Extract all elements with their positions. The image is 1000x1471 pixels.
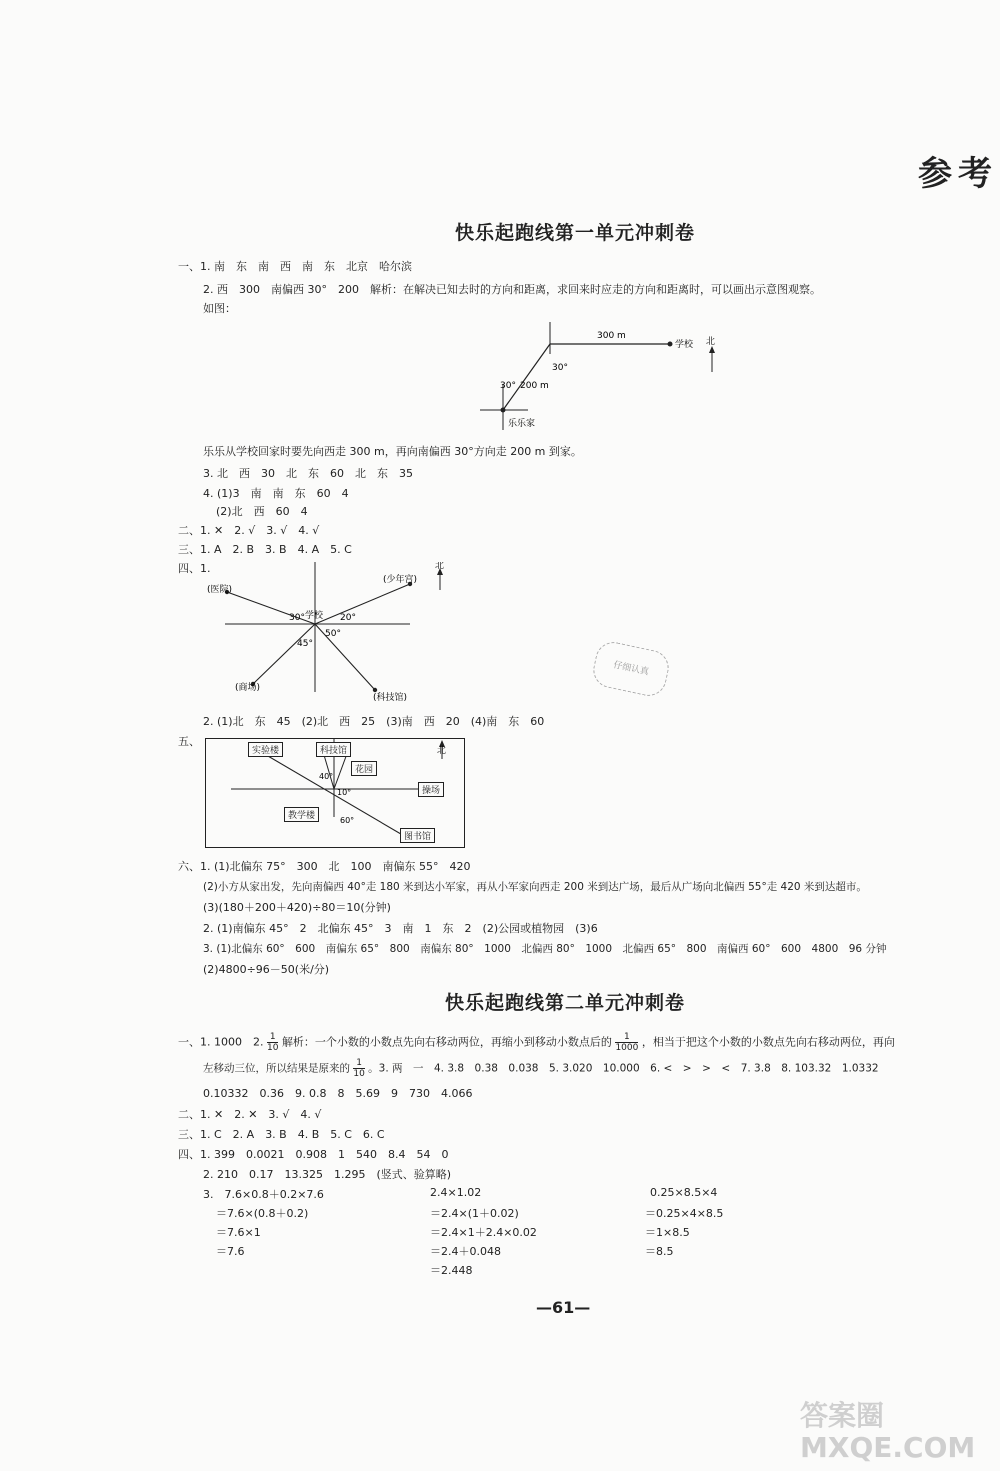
north-label: 北: [435, 562, 445, 571]
campus-map: [205, 738, 465, 848]
text-run: 一、1. 1000 2.: [178, 1035, 264, 1049]
answer-line: 2. (1)南偏东 45° 2 北偏东 45° 3 南 1 东 2 (2)公园或植物园 (3)6: [203, 922, 598, 935]
answer-line: 四、1. 399 0.0021 0.908 1 540 8.4 54 0: [178, 1148, 449, 1161]
angle-label: 20°: [340, 613, 356, 623]
calc-step: ＝2.4×1＋2.4×0.02: [430, 1226, 537, 1239]
route-diagram: [470, 322, 740, 432]
answer-line: [178, 1032, 895, 1053]
stamp: 仔细认真: [590, 639, 672, 699]
building-box: 操场: [418, 782, 444, 797]
answer-line: 一、1. 南 东 南 西 南 东 北京 哈尔滨: [178, 260, 412, 273]
north-label: 北: [706, 337, 716, 347]
angle-label: 30°: [552, 363, 568, 373]
answer-line: 二、1. ✕ 2. √ 3. √ 4. √: [178, 524, 320, 537]
building-box: 实验楼: [248, 742, 283, 757]
place-label: (科技馆): [373, 693, 408, 703]
denominator: 1000: [615, 1043, 639, 1053]
answer-line: 六、1. (1)北偏东 75° 300 北 100 南偏东 55° 420: [178, 860, 471, 873]
answer-line: 三、1. C 2. A 3. B 4. B 5. C 6. C: [178, 1128, 385, 1141]
numerator: 1: [624, 1032, 630, 1042]
calc-step: ＝2.4×(1＋0.02): [430, 1207, 519, 1220]
calc-step: 3. 7.6×0.8＋0.2×7.6: [203, 1188, 324, 1201]
denominator: 10: [353, 1069, 365, 1079]
answer-line: 2. (1)北 东 45 (2)北 西 25 (3)南 西 20 (4)南 东 60: [203, 715, 545, 728]
answer-line: 3. 北 西 30 北 东 60 北 东 35: [203, 467, 413, 480]
building-box: 花园: [351, 761, 377, 776]
distance-label: 200 m: [520, 381, 549, 391]
calc-step: ＝2.448: [430, 1264, 473, 1277]
answer-line: 二、1. ✕ 2. ✕ 3. √ 4. √: [178, 1108, 322, 1121]
section2-title: 快乐起跑线第二单元冲刺卷: [445, 992, 686, 1014]
angle-label: 40°: [319, 772, 334, 781]
text-run: 。3. 两 一 4. 3.8 0.38 0.038 5. 3.020 10.000 6. < > > < 7. 3.8 8. 103.32 1.0332: [368, 1062, 879, 1075]
calc-step: ＝7.6: [216, 1245, 245, 1258]
page-number: —61—: [536, 1298, 591, 1317]
calc-step: ＝7.6×(0.8＋0.2): [216, 1207, 309, 1220]
answer-line: 2. 西 300 南偏西 30° 200 解析：在解决已知去时的方向和距离，求回来时应走的方向和距离时，可以画出示意图观察。: [203, 283, 821, 296]
place-label: (医院): [207, 585, 233, 595]
calc-step: ＝1×8.5: [645, 1226, 690, 1239]
text-run: 左移动三位，所以结果是原来的: [203, 1062, 350, 1075]
page-header: 参考: [918, 154, 998, 194]
answer-line: 三、1. A 2. B 3. B 4. A 5. C: [178, 543, 352, 556]
school-label: 学校: [675, 340, 694, 350]
direction-diagram: [205, 562, 455, 704]
calc-step: 2.4×1.02: [430, 1186, 482, 1199]
home-label: 乐乐家: [508, 419, 536, 429]
angle-label: 50°: [325, 629, 341, 639]
section1-title: 快乐起跑线第一单元冲刺卷: [455, 222, 696, 244]
angle-label: 30°: [289, 613, 305, 623]
answer-line: 四、1.: [178, 562, 211, 575]
text-run: 解析：一个小数的小数点先向右移动两位，再缩小到移动小数点后的: [281, 1035, 612, 1049]
denominator: 10: [266, 1043, 279, 1053]
calc-step: ＝0.25×4×8.5: [645, 1207, 724, 1220]
angle-label: 10°: [337, 788, 352, 797]
answer-line: 乐乐从学校回家时要先向西走 300 m，再向南偏西 30°方向走 200 m 到家。: [203, 445, 582, 458]
numerator: 1: [269, 1032, 276, 1042]
answer-line: 0.10332 0.36 9. 0.8 8 5.69 9 730 4.066: [203, 1087, 473, 1100]
calc-step: ＝2.4＋0.048: [430, 1245, 501, 1258]
answer-line: 如图：: [203, 302, 236, 315]
answer-line: 2. 210 0.17 13.325 1.295 (竖式、验算略): [203, 1168, 452, 1181]
center-label: 学校: [305, 611, 324, 621]
fraction: [267, 1032, 278, 1053]
calc-step: ＝7.6×1: [216, 1226, 261, 1239]
place-label: (少年宫): [383, 575, 418, 585]
angle-label: 60°: [340, 816, 355, 825]
angle-label: 30°: [500, 381, 516, 391]
fraction: [353, 1058, 364, 1079]
distance-label: 300 m: [597, 331, 626, 341]
angle-label: 45°: [297, 639, 313, 649]
watermark: 答案圈 MXQE.COM: [800, 1399, 976, 1464]
answer-line: (2)北 西 60 4: [216, 505, 308, 518]
answer-line: [203, 1058, 879, 1079]
calc-step: ＝8.5: [645, 1245, 674, 1258]
answer-line: (3)(180＋200＋420)÷80＝10(分钟): [203, 901, 391, 914]
calc-step: 0.25×8.5×4: [650, 1186, 718, 1199]
answer-line: (2)小方从家出发，先向南偏西 40°走 180 米到达小军家，再从小军家向西走 200 米到达广场，最后从广场向北偏西 55°走 420 米到达超市。: [203, 881, 867, 893]
answer-line: (2)4800÷96－50(米/分): [203, 963, 330, 976]
answer-line: 4. (1)3 南 南 东 60 4: [203, 487, 349, 500]
text-run: ，相当于把这个小数的小数点先向右移动两位，再向: [641, 1035, 895, 1049]
north-label: 北: [437, 746, 447, 756]
answer-line: 五、: [178, 735, 200, 748]
building-box: 科技馆: [316, 742, 351, 757]
building-box: 教学楼: [284, 807, 319, 822]
building-box: 图书馆: [400, 828, 435, 843]
answer-line: 3. (1)北偏东 60° 600 南偏东 65° 800 南偏东 80° 1000 北偏西 80° 1000 北偏西 65° 800 南偏西 60° 600 4800 96 分钟: [203, 943, 887, 955]
place-label: (商场): [235, 683, 261, 693]
numerator: 1: [356, 1058, 362, 1068]
fraction: [615, 1032, 638, 1053]
